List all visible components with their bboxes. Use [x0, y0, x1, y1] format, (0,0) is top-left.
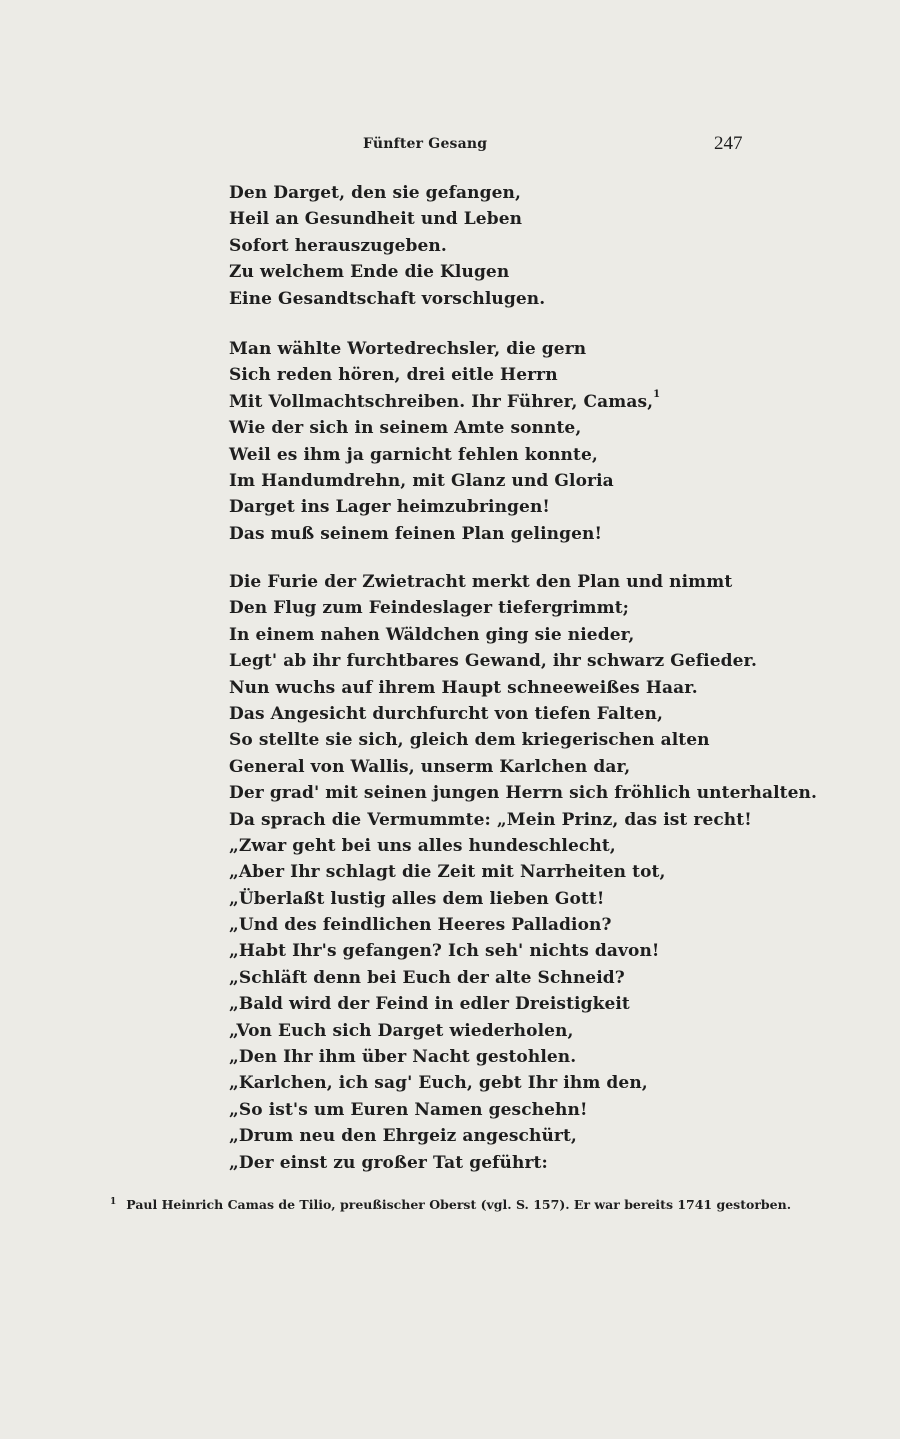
verse-line: Im Handumdrehn, mit Glanz und Gloria: [229, 470, 614, 491]
verse-text: Mit Vollmachtschreiben. Ihr Führer, Camas,: [229, 391, 654, 412]
footnote-text: Paul Heinrich Camas de Tilio, preußischer Oberst (vgl. S. 157). Er war bereits 1741 gestorben.: [126, 1197, 792, 1212]
stanza-3: [229, 569, 817, 1176]
footnote-reference[interactable]: 1: [653, 388, 661, 400]
verse-line: „Und des feindlichen Heeres Palladion?: [229, 915, 612, 936]
verse-line: General von Wallis, unserm Karlchen dar,: [229, 756, 631, 777]
verse-line: Heil an Gesundheit und Leben: [229, 209, 523, 230]
verse-line: Darget ins Lager heimzubringen!: [229, 497, 550, 518]
verse-line: „Aber Ihr schlagt die Zeit mit Narrheiten tot,: [229, 862, 666, 883]
verse-line: Zu welchem Ende die Klugen: [229, 262, 510, 283]
verse-line: „Habt Ihr's gefangen? Ich seh' nichts davon!: [229, 941, 660, 962]
page-number: 247: [714, 133, 743, 154]
verse-line: „Schläft denn bei Euch der alte Schneid?: [229, 967, 625, 988]
verse-line: Nun wuchs auf ihrem Haupt schneeweißes Haar.: [229, 677, 698, 698]
verse-line: Die Furie der Zwietracht merkt den Plan und nimmt: [229, 572, 733, 592]
footnote-mark: 1: [110, 1197, 117, 1207]
verse-line-with-footnote: [229, 389, 660, 415]
stanza-1: [229, 180, 545, 312]
verse-line: Der grad' mit seinen jungen Herrn sich fröhlich unterhalten.: [229, 783, 818, 804]
verse-line: „Drum neu den Ehrgeiz angeschürt,: [229, 1126, 577, 1147]
verse-line: In einem nahen Wäldchen ging sie nieder,: [229, 624, 635, 645]
verse-line: Den Flug zum Feindeslager tiefergrimmt;: [229, 598, 630, 619]
verse-line: Das Angesicht durchfurcht von tiefen Falten,: [229, 703, 664, 724]
verse-line: Das muß seinem feinen Plan gelingen!: [229, 523, 603, 544]
verse-line: „Den Ihr ihm über Nacht gestohlen.: [229, 1047, 577, 1068]
verse-line: „Zwar geht bei uns alles hundeschlecht,: [229, 835, 616, 856]
verse-line: „Karlchen, ich sag' Euch, gebt Ihr ihm den,: [229, 1073, 648, 1094]
verse-line: Sofort herauszugeben.: [229, 235, 447, 256]
verse-line: Legt' ab ihr furchtbares Gewand, ihr schwarz Gefieder.: [229, 651, 758, 672]
footnote: [110, 1197, 791, 1212]
verse-line: Eine Gesandtschaft vorschlugen.: [229, 288, 546, 309]
verse-line: „So ist's um Euren Namen geschehn!: [229, 1099, 588, 1120]
verse-line: „Überlaßt lustig alles dem lieben Gott!: [229, 888, 605, 909]
verse-line: Den Darget, den sie gefangen,: [229, 183, 521, 203]
stanza-2: [229, 336, 660, 547]
verse-line: „Von Euch sich Darget wiederholen,: [229, 1020, 574, 1041]
verse-line: Man wählte Wortedrechsler, die gern: [229, 339, 587, 359]
verse-line: Weil es ihm ja garnicht fehlen konnte,: [229, 444, 598, 465]
verse-line: „Der einst zu großer Tat geführt:: [229, 1152, 548, 1173]
verse-line: Da sprach die Vermummte: „Mein Prinz, das ist recht!: [229, 809, 752, 830]
verse-line: So stellte sie sich, gleich dem kriegerischen alten: [229, 730, 710, 751]
verse-line: Sich reden hören, drei eitle Herrn: [229, 365, 558, 386]
running-header-title: Fünfter Gesang: [363, 136, 488, 152]
verse-line: „Bald wird der Feind in edler Dreistigkeit: [229, 994, 630, 1015]
verse-line: Wie der sich in seinem Amte sonnte,: [229, 418, 582, 439]
